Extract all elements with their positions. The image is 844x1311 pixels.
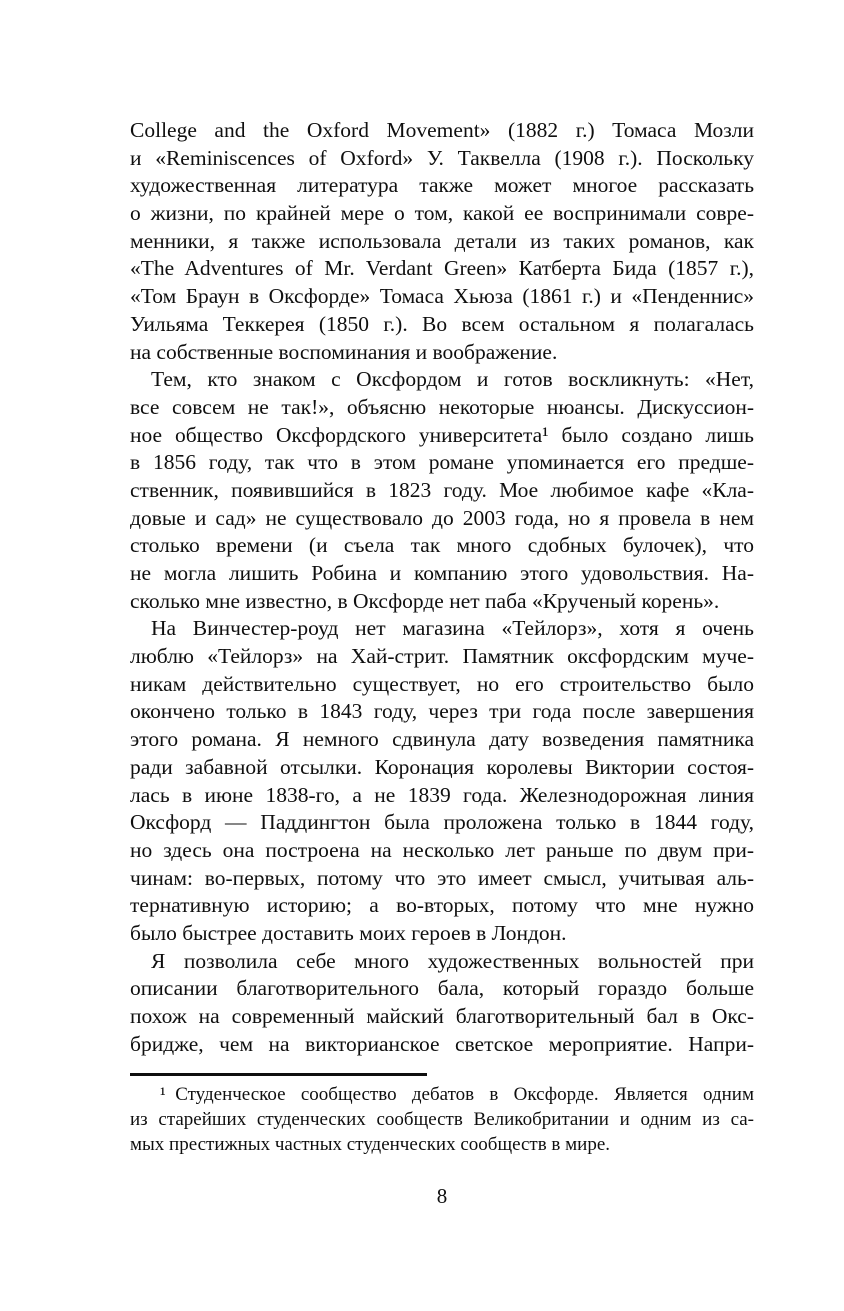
body-line: столько времени (и съела так много сдобных булочек), что bbox=[130, 533, 754, 558]
footnote bbox=[130, 1082, 754, 1158]
body-line-paragraph-end: было быстрее доставить моих героев в Лондон. bbox=[130, 920, 567, 945]
body-line: менники, я также использовала детали из таких романов, как bbox=[130, 228, 754, 253]
body-line: люблю «Тейлорз» на Хай-стрит. Памятник оксфордским муче- bbox=[130, 644, 754, 669]
body-line: похож на современный майский благотворительный бал в Окс- bbox=[130, 1004, 754, 1028]
body-line-with-footnote-ref: ное общество Оксфордского университета¹ было создано лишь bbox=[130, 422, 754, 447]
page-number: 8 bbox=[436, 1184, 448, 1208]
footnote-line-end: мых престижных частных студенческих сообществ в мире. bbox=[130, 1134, 611, 1156]
footnote-separator-rule bbox=[130, 1073, 427, 1076]
body-line: и «Reminiscences of Oxford» У. Таквелла (1908 г.). Поскольку bbox=[130, 145, 754, 170]
body-line: Уильяма Теккерея (1850 г.). Во всем остальном я полагалась bbox=[130, 311, 754, 336]
body-line: лась в июне 1838-го, а не 1839 года. Железнодорожная линия bbox=[130, 782, 754, 807]
body-line: этого романа. Я немного сдвинула дату возведения памятника bbox=[130, 727, 754, 752]
footnote-line: из старейших студенческих сообществ Великобритании и одним из са- bbox=[130, 1109, 754, 1131]
body-line-paragraph-end: сколько мне известно, в Оксфорде нет паба «Крученый корень». bbox=[130, 588, 720, 613]
body-line: но здесь она построена на несколько лет раньше по двум при- bbox=[130, 837, 754, 862]
body-line-paragraph-start: Я позволила себе много художественных вольностей при bbox=[151, 948, 754, 973]
body-line: художественная литература также может многое рассказать bbox=[130, 173, 754, 198]
body-line: никам действительно существует, но его строительство было bbox=[130, 671, 754, 696]
body-line: окончено только в 1843 году, через три года после завершения bbox=[130, 699, 754, 724]
body-line: довые и сад» не существовало до 2003 года, но я провела в нем bbox=[130, 505, 754, 530]
body-line: ственник, появившийся в 1823 году. Мое любимое кафе «Кла- bbox=[130, 477, 754, 502]
body-line: Оксфорд — Паддингтон была проложена только в 1844 году, bbox=[130, 810, 754, 835]
body-line: «Том Браун в Оксфорде» Томаса Хьюза (1861 г.) и «Пенденнис» bbox=[130, 284, 754, 309]
body-line: тернативную историю; а во-вторых, потому что мне нужно bbox=[130, 893, 754, 918]
body-line: бридже, чем на викторианское светское мероприятие. Напри- bbox=[130, 1031, 754, 1056]
body-text bbox=[130, 117, 754, 1058]
body-line: в 1856 году, так что в этом романе упоминается его предше- bbox=[130, 450, 754, 475]
body-line: ради забавной отсылки. Коронация королевы Виктории состоя- bbox=[130, 754, 754, 779]
body-line: описании благотворительного бала, который гораздо больше bbox=[130, 976, 754, 1001]
body-line: College and the Oxford Movement» (1882 г.) Томаса Мозли bbox=[130, 118, 754, 142]
body-line: не могла лишить Робина и компанию этого удовольствия. На- bbox=[130, 561, 754, 585]
body-line-paragraph-start: На Винчестер-роуд нет магазина «Тейлорз», хотя я очень bbox=[151, 616, 754, 641]
body-line: все совсем не так!», объясню некоторые нюансы. Дискуссион- bbox=[130, 394, 754, 419]
body-line-paragraph-start: Тем, кто знаком с Оксфордом и готов воскликнуть: «Нет, bbox=[151, 367, 754, 392]
body-line-paragraph-end: на собственные воспоминания и воображение. bbox=[130, 339, 558, 364]
footnote-line-with-marker: ¹ Студенческое сообщество дебатов в Оксфорде. Является одним bbox=[160, 1084, 754, 1105]
body-line: чинам: во-первых, потому что это имеет смысл, учитывая аль- bbox=[130, 865, 754, 890]
body-line: о жизни, по крайней мере о том, какой ее воспринимали совре- bbox=[130, 201, 754, 226]
body-line: «The Adventures of Mr. Verdant Green» Катберта Бида (1857 г.), bbox=[130, 256, 754, 281]
